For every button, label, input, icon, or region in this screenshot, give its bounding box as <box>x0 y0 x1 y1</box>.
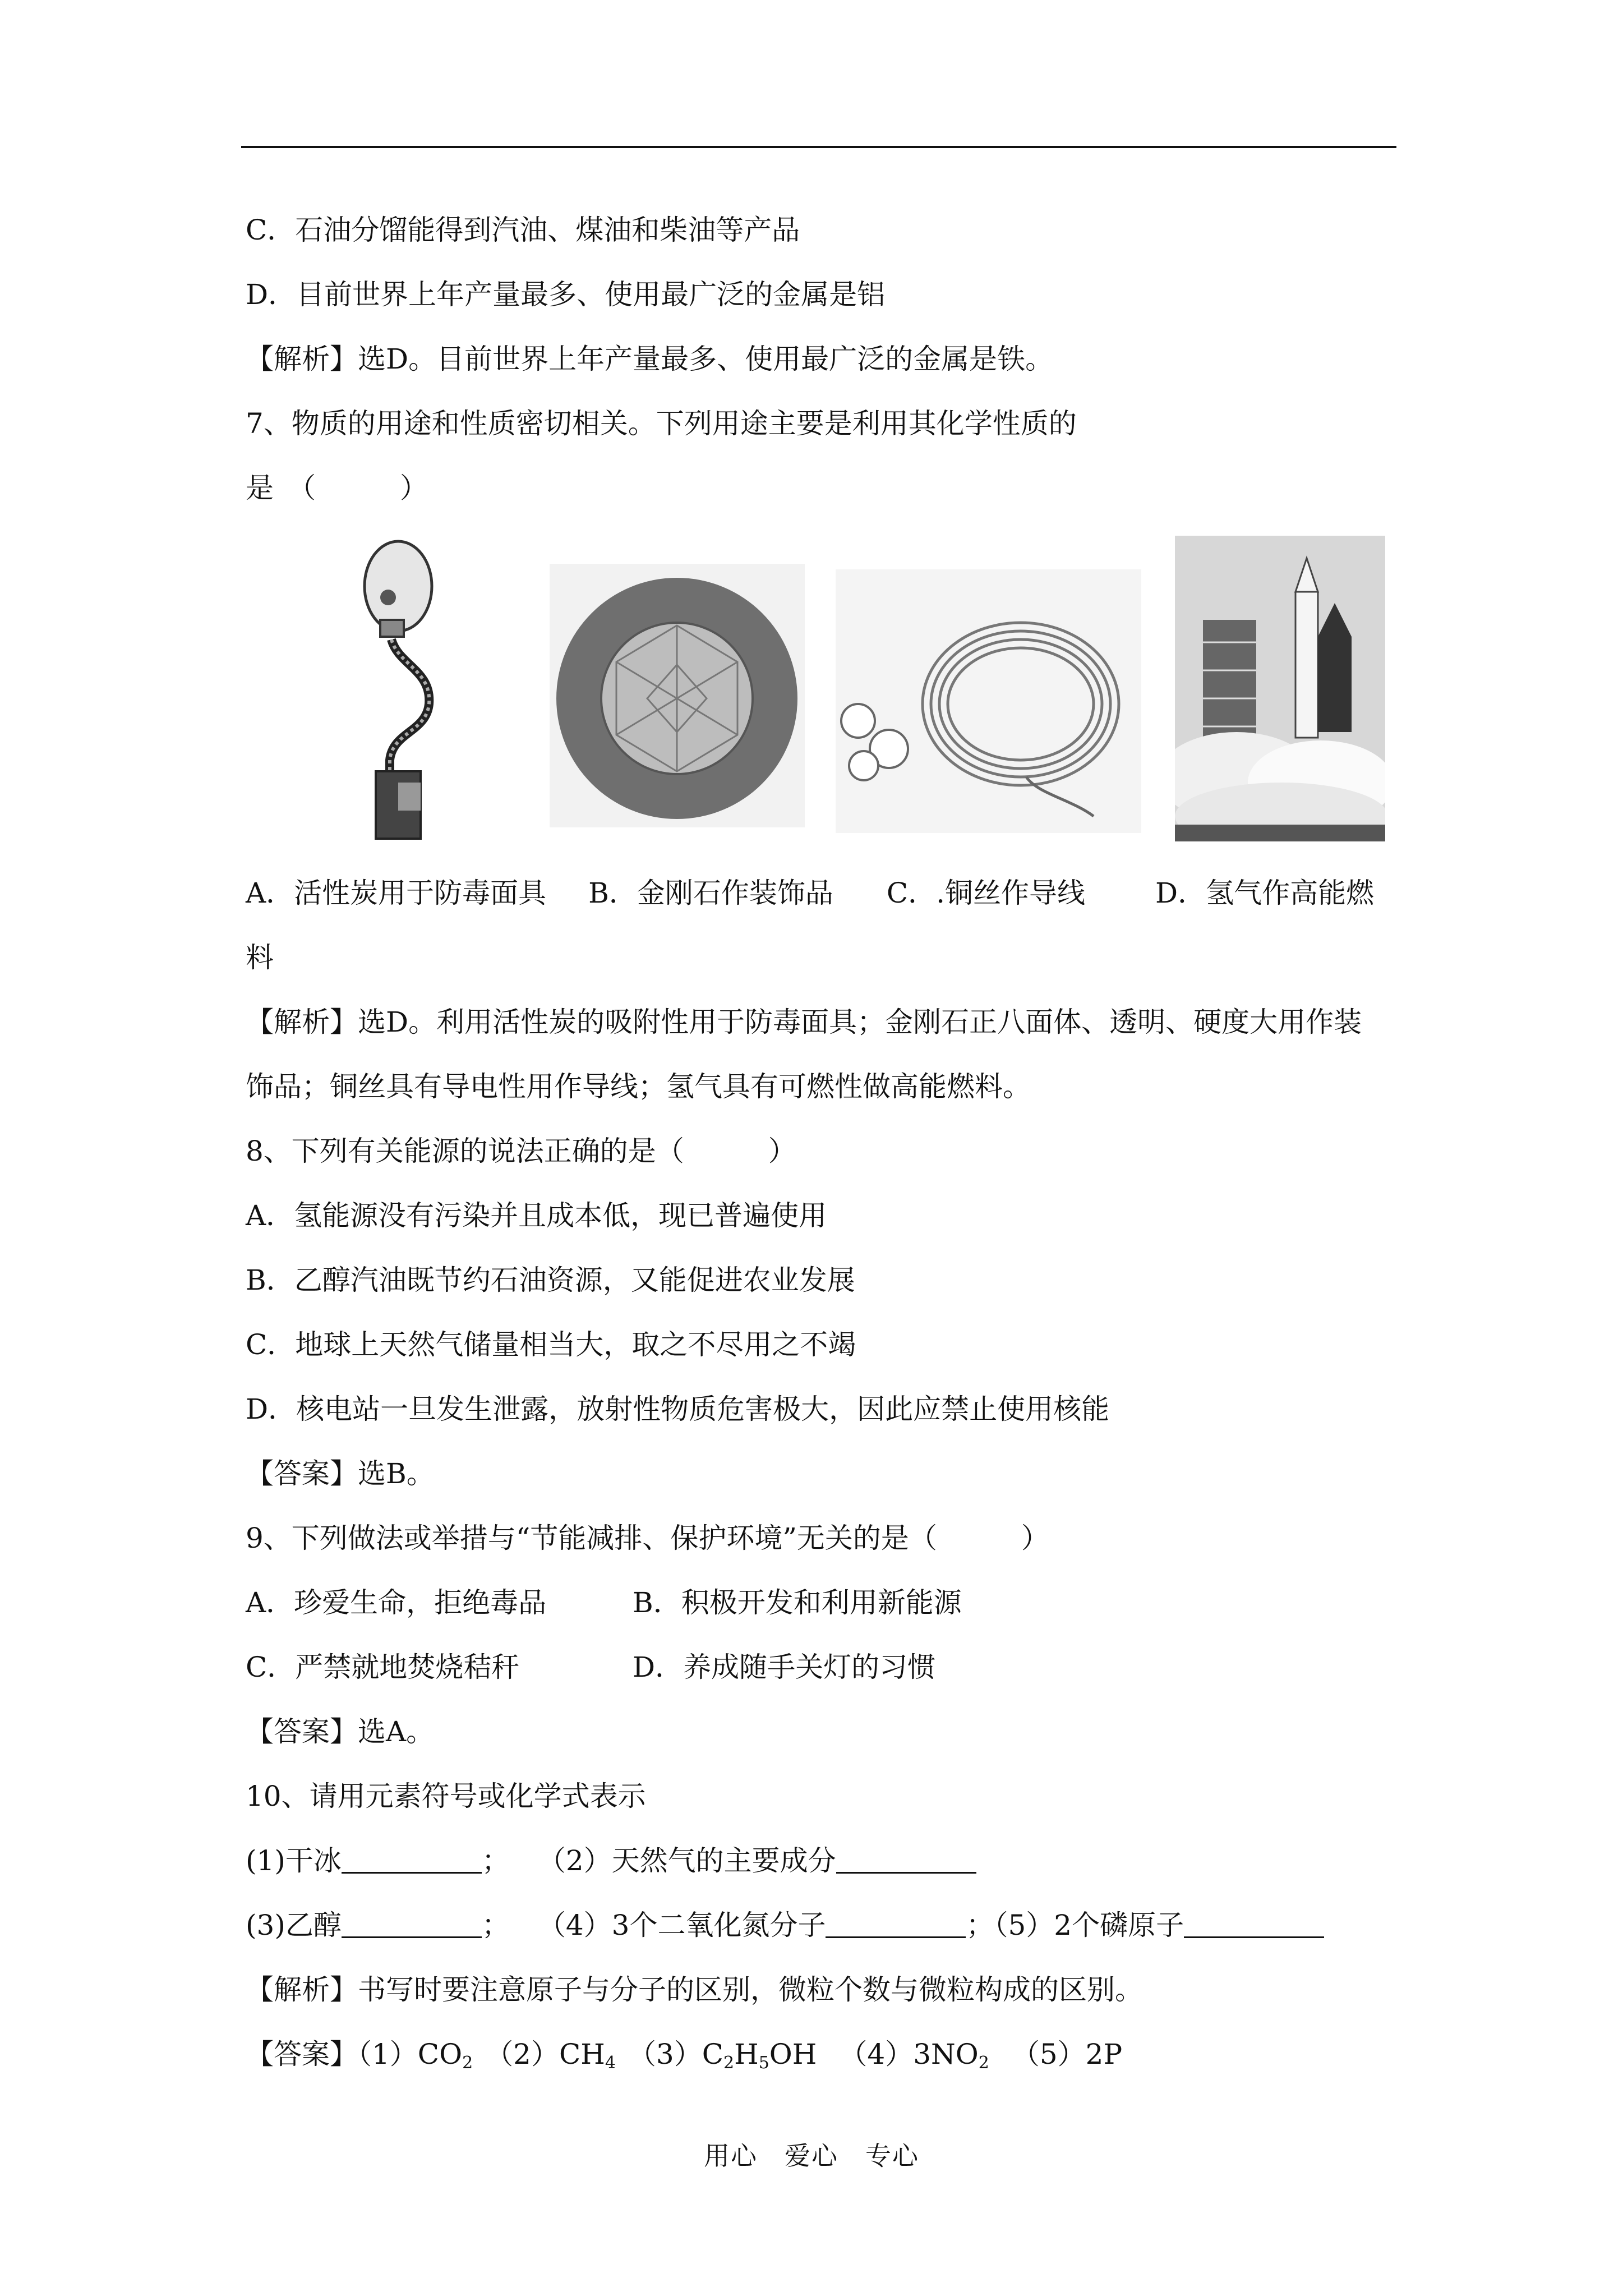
analysis-q7 <box>246 1005 1362 1039</box>
analysis-text: 选D。利用活性炭的吸附性用于防毒面具；金刚石正八面体、透明、硬度大用作装 <box>358 1006 1362 1038</box>
option-c-q6: C．石油分馏能得到汽油、煤油和柴油等产品 <box>246 214 800 246</box>
option-b-q8: B．乙醇汽油既节约石油资源，又能促进农业发展 <box>246 1264 855 1296</box>
part-1-label: (1)干冰 <box>246 1844 342 1877</box>
analysis-text: 书写时要注意原子与分子的区别，微粒个数与微粒构成的区别。 <box>358 1973 1143 2006</box>
part-5-label: ；（5）2个磷原子 <box>966 1909 1184 1941</box>
question-7-options <box>246 876 1374 910</box>
part-3-label: (3)乙醇 <box>246 1909 342 1941</box>
answer-5: （5）2P <box>1011 2038 1123 2070</box>
answer-3-part: H <box>734 2038 759 2070</box>
option-d-q7: D．氢气作高能燃 <box>1155 877 1375 909</box>
copper-wire-figure <box>836 536 1141 841</box>
answer-text: 选B。 <box>358 1457 435 1490</box>
option-c-q9: C．严禁就地焚烧秸秆 <box>246 1651 520 1683</box>
gas-mask-figure <box>348 536 460 841</box>
question-8: 8、下列有关能源的说法正确的是（ ） <box>246 1135 796 1167</box>
diamond-figure <box>547 536 808 841</box>
option-d-q6: D．目前世界上年产量最多、使用最广泛的金属是铝 <box>246 278 886 311</box>
option-c-q7: C．.铜丝作导线 <box>886 877 1086 909</box>
answer-blank-5[interactable] <box>1184 1911 1324 1938</box>
page-footer: 用心 爱心 专心 <box>704 2141 919 2171</box>
question-9-options-cd <box>246 1650 935 1684</box>
subscript: 5 <box>758 2053 769 2073</box>
option-d-q9: D．养成随手关灯的习惯 <box>633 1651 936 1683</box>
option-d-q7-cont: 料 <box>246 941 274 974</box>
answer-q10 <box>246 2037 1122 2071</box>
subscript: 4 <box>605 2053 616 2073</box>
analysis-tag: 【解析】 <box>246 1973 358 2006</box>
question-9-options-ab <box>246 1586 962 1619</box>
option-a-q9: A．珍爱生命，拒绝毒品 <box>246 1586 547 1619</box>
analysis-q6 <box>246 342 1053 376</box>
answer-tag: 【答案】 <box>246 1457 358 1490</box>
separator: ； <box>481 1844 510 1877</box>
analysis-tag: 【解析】 <box>246 1006 358 1038</box>
option-a-q8: A．氢能源没有污染并且成本低，现已普遍使用 <box>246 1199 827 1232</box>
answer-tag: 【答案】 <box>246 2038 358 2070</box>
answer-1: （1）CO <box>358 2038 463 2070</box>
answer-4: （4）3NO <box>839 2038 979 2070</box>
question-9: 9、下列做法或举措与“节能减排、保护环境”无关的是（ ） <box>246 1522 1049 1554</box>
subscript: 2 <box>978 2053 989 2073</box>
answer-3: （3）C <box>628 2038 723 2070</box>
space-shuttle-figure <box>1175 536 1385 841</box>
question-10: 10、请用元素符号或化学式表示 <box>246 1780 646 1812</box>
analysis-text: 选D。目前世界上年产量最多、使用最广泛的金属是铁。 <box>358 343 1054 375</box>
analysis-q10 <box>246 1973 1143 2007</box>
option-d-q8: D．核电站一旦发生泄露，放射性物质危害极大，因此应禁止使用核能 <box>246 1393 1110 1425</box>
analysis-tag: 【解析】 <box>246 343 358 375</box>
answer-q8 <box>246 1457 435 1490</box>
option-b-q7: B．金刚石作装饰品 <box>588 877 833 909</box>
subscript: 2 <box>462 2053 473 2073</box>
answer-tag: 【答案】 <box>246 1715 358 1748</box>
part-4-label: （4）3个二氧化氮分子 <box>537 1909 826 1941</box>
question-7: 7、物质的用途和性质密切相关。下列用途主要是利用其化学性质的 <box>246 407 1077 440</box>
answer-blank-1[interactable] <box>342 1846 482 1874</box>
part-2-label: （2）天然气的主要成分 <box>537 1844 836 1877</box>
answer-blank-3[interactable] <box>342 1911 482 1938</box>
question-7-cont: 是 （ ） <box>246 472 428 504</box>
answer-3-part: OH <box>769 2038 817 2070</box>
answer-q9 <box>246 1715 434 1749</box>
analysis-q7-cont: 饰品；铜丝具有导电性用作导线；氢气具有可燃性做高能燃料。 <box>246 1070 1031 1103</box>
answer-blank-2[interactable] <box>836 1846 976 1874</box>
separator: ； <box>481 1909 510 1941</box>
question-10-part-1-2 <box>246 1844 976 1878</box>
option-a-q7: A．活性炭用于防毒面具 <box>246 877 547 909</box>
answer-blank-4[interactable] <box>826 1911 966 1938</box>
option-c-q8: C．地球上天然气储量相当大，取之不尽用之不竭 <box>246 1328 856 1361</box>
header-rule <box>241 146 1396 148</box>
question-10-part-3-5 <box>246 1908 1324 1942</box>
answer-text: 选A。 <box>358 1715 435 1748</box>
answer-2: （2）CH <box>485 2038 605 2070</box>
subscript: 2 <box>723 2053 735 2073</box>
option-b-q9: B．积极开发和利用新能源 <box>633 1586 962 1619</box>
